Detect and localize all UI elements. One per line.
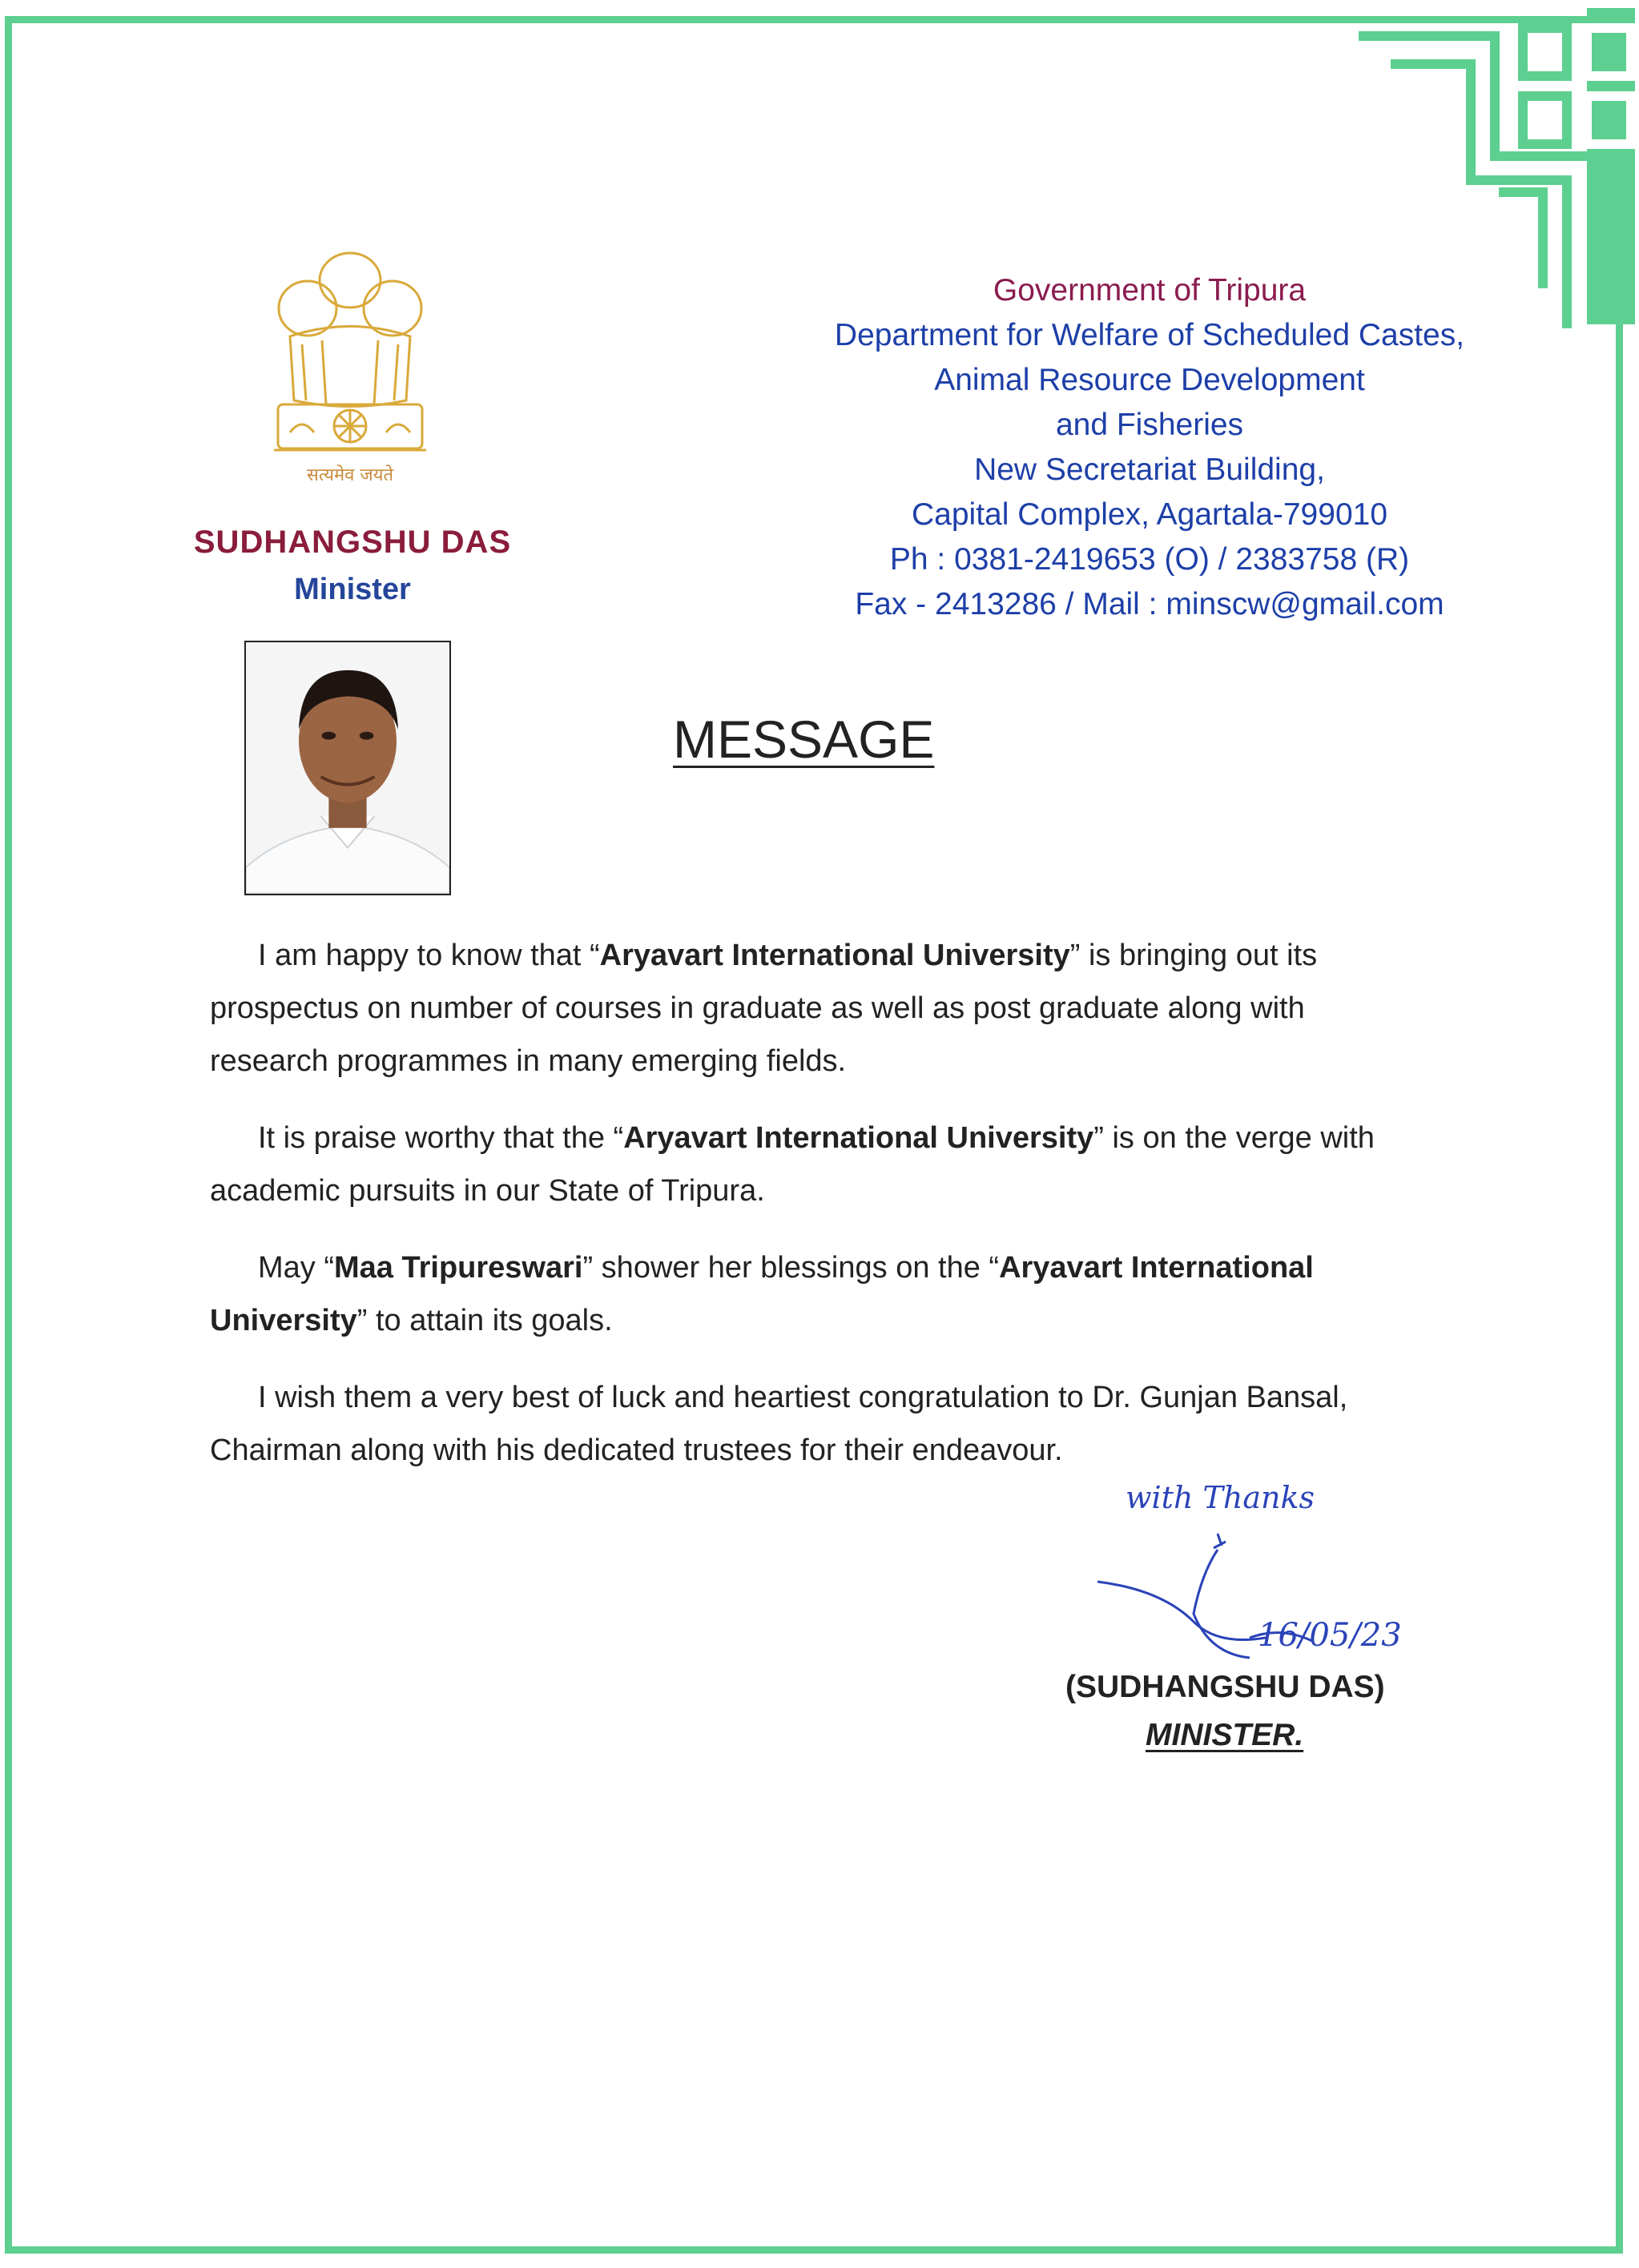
text-span: I am happy to know that “ [258,939,600,972]
university-name: Aryavart International University [210,1251,1314,1337]
signatory-name: (SUDHANGSHU DAS) [1065,1670,1385,1704]
text-span: It is praise worthy that the “ [258,1121,624,1155]
message-title: MESSAGE [673,710,935,769]
paragraph-2 [210,1112,1428,1217]
address-line-department-3: and Fisheries [1055,408,1244,442]
text-span: ” is on the verge with academic pursuits in our State of Tripura. [210,1121,1375,1208]
text-span: ” is bringing out its prospectus on number of courses in graduate as well as post graduate along with research programmes in many emerging fields. [210,939,1318,1078]
signature-date: 16/05/23 [1258,1617,1402,1654]
handwritten-note: with Thanks [1126,1480,1315,1515]
handwritten-signature [1097,1526,1402,1686]
deity-name: Maa Tripureswari [334,1251,583,1285]
address-line-city: Capital Complex, Agartala-799010 [911,497,1388,532]
department-address [749,268,1550,627]
text-span: May “ [258,1251,334,1285]
address-line-building: New Secretariat Building, [974,452,1325,487]
address-line-department: Department for Welfare of Scheduled Castes, [834,318,1465,352]
paragraph-4: I wish them a very best of luck and heartiest congratulation to Dr. Gunjan Bansal, Chairman along with his dedicated trustees for their endeavour. [210,1381,1348,1467]
text-span: ” to attain its goals. [356,1304,613,1337]
emblem-motto: सत्यमेव जयते [306,465,394,485]
paragraph-1 [210,929,1428,1088]
address-line-government: Government of Tripura [993,273,1307,308]
address-line-department-2: Animal Resource Development [934,363,1365,397]
minister-photo [244,641,451,895]
national-emblem [258,240,442,505]
text-span: ” shower her blessings on the “ [582,1251,1000,1285]
paragraph-3 [210,1241,1428,1347]
university-name: Aryavart International University [623,1121,1094,1155]
minister-name: SUDHANGSHU DAS [193,525,512,560]
address-line-fax-mail: Fax - 2413286 / Mail : minscw@gmail.com [855,587,1444,621]
address-line-phone: Ph : 0381-2419653 (O) / 2383758 (R) [889,542,1410,577]
signatory-title: MINISTER. [1146,1718,1304,1752]
minister-title: Minister [294,573,411,606]
message-body [210,929,1428,1501]
university-name: Aryavart International University [599,939,1070,972]
